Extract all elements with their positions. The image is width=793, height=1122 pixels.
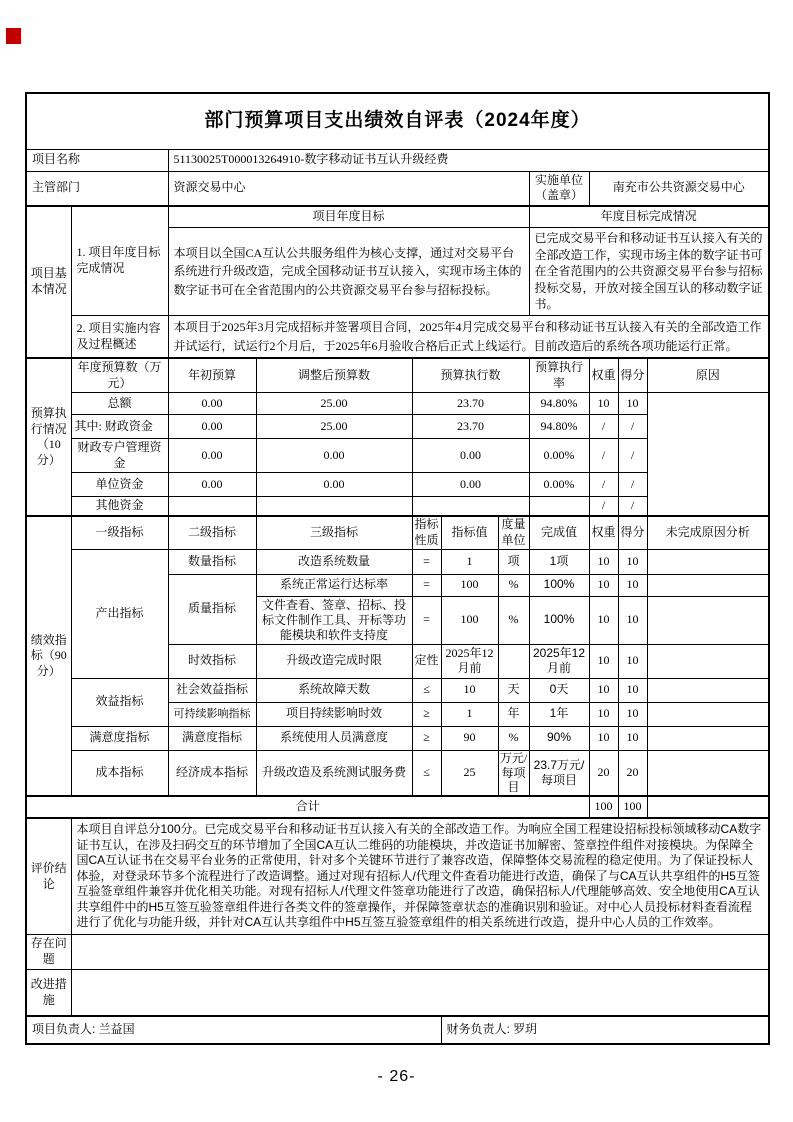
budget-cell: 0.00	[168, 473, 256, 497]
budget-cell: 0.00	[168, 415, 256, 439]
perf-l1-cost: 成本指标	[71, 750, 168, 796]
perf-nature: =	[412, 574, 441, 596]
budget-cell: 0.00	[256, 439, 412, 473]
perf-sidebar: 绩效指标（90分）	[26, 516, 71, 796]
page-number: - 26-	[377, 1068, 416, 1085]
perf-weight: 20	[589, 750, 618, 796]
budget-cell: 94.80%	[529, 393, 589, 415]
budget-cell	[529, 497, 589, 516]
budget-cell: /	[589, 439, 618, 473]
perf-l1-output: 产出指标	[71, 549, 168, 678]
perf-indicator-name: 项目持续影响时效	[256, 702, 412, 726]
perf-analysis	[647, 549, 769, 574]
perf-target: 90	[441, 726, 498, 750]
perf-nature: ≤	[412, 678, 441, 702]
perf-unit: 天	[498, 678, 529, 702]
budget-cell: 0.00	[412, 473, 529, 497]
perf-unit: %	[498, 596, 529, 644]
perf-header-analysis: 未完成原因分析	[647, 516, 769, 549]
perf-score: 10	[618, 678, 647, 702]
perf-indicator-name: 系统正常运行达标率	[256, 574, 412, 596]
perf-score: 20	[618, 750, 647, 796]
budget-header-initial: 年初预算	[168, 358, 256, 393]
perf-header-unit: 度量单位	[498, 516, 529, 549]
perf-target: 100	[441, 596, 498, 644]
perf-score: 10	[618, 549, 647, 574]
budget-cell: /	[589, 497, 618, 516]
perf-weight: 10	[589, 678, 618, 702]
budget-cell: 0.00%	[529, 473, 589, 497]
budget-cell	[412, 497, 529, 516]
budget-row-label: 其中: 财政资金	[71, 415, 168, 439]
perf-nature: ≥	[412, 726, 441, 750]
conclusion-text: 本项目自评总分100分。已完成交易平台和移动证书互认接入有关的全部改造工作。为响应全国工程建设招标投标领域移动CA数字证书互认，在涉及扫码交互的环节增加了全国CA互认二维码的功能模块，并改造证书加解密、签章控件组件对接模块。为保障全国CA互认证书在交易平台业务的正常使用，针对多个关键环节进行了兼容改造，保障整体交易流程的稳定使用。为了保证投标人体验，对登录环节多个流程进行了改造调整。通过对现有招标人/代理文件查看功能进行改造，确保了与CA互认共享组件的H5互签互验签章组件兼容并优化相关功能。对现有招标人/代理文件签章功能进行了改造，确保招标人/代理能够高效、安全地使用CA互认共享组件中的H5互签互验签章组件进行各类文件的签章操作，并保障签章状态的准确识别和验证。对中心人员投标材料查看流程进行了优化与功能升级，并针对CA互认共享组件中H5互签互验签章组件的相关系统进行改造，提升中心人员的工作效率。	[71, 818, 769, 934]
implementing-unit-label: 实施单位（盖章）	[529, 171, 589, 206]
annual-goal-header: 项目年度目标	[168, 206, 529, 228]
perf-indicator-name: 升级改造及系统测试服务费	[256, 750, 412, 796]
perf-weight: 10	[589, 574, 618, 596]
perf-actual: 90%	[529, 726, 589, 750]
perf-l2: 社会效益指标	[168, 678, 256, 702]
perf-header-nature: 指标性质	[412, 516, 441, 549]
perf-unit: %	[498, 726, 529, 750]
perf-indicator-name: 改造系统数量	[256, 549, 412, 574]
basic-info-sidebar: 项目基本情况	[26, 206, 71, 358]
budget-row-label: 总额	[71, 393, 168, 415]
budget-cell: 10	[589, 393, 618, 415]
conclusion-label: 评价结论	[26, 818, 71, 934]
perf-nature: ≤	[412, 750, 441, 796]
perf-header-l1: 一级指标	[71, 516, 168, 549]
budget-cell	[168, 497, 256, 516]
perf-l1-benefit: 效益指标	[71, 678, 168, 726]
implementation-text: 本项目于2025年3月完成招标并签署项目合同，2025年4月完成交易平台和移动证书互认接入有关的全部改造工作并试运行，试运行2个月后，于2025年6月验收合格后正式上线运行。目前改造后的系统各项功能运行正常。	[168, 315, 769, 358]
budget-cell: 23.70	[412, 415, 529, 439]
implementing-unit-value: 南充市公共资源交易中心	[589, 171, 769, 206]
budget-cell: 0.00	[168, 393, 256, 415]
perf-indicator-name: 系统使用人员满意度	[256, 726, 412, 750]
project-manager: 项目负责人: 兰益国	[26, 1016, 441, 1044]
budget-row-label: 其他资金	[71, 497, 168, 516]
budget-header-score: 得分	[618, 358, 647, 393]
budget-cell: 25.00	[256, 393, 412, 415]
goal-completion-text: 已完成交易平台和移动证书互认接入有关的全部改造工作，实现市场主体的数字证书可在全省范围内的公共资源交易平台参与招标投标交易，开放对接全国互认的移动数字证书。	[529, 228, 769, 316]
red-corner-marker	[6, 28, 21, 44]
perf-actual: 23.7万元/每项目	[529, 750, 589, 796]
budget-header-reason: 原因	[647, 358, 769, 393]
supervisor-dept-value: 资源交易中心	[168, 171, 529, 206]
perf-analysis	[647, 750, 769, 796]
perf-target: 100	[441, 574, 498, 596]
budget-cell: 0.00	[412, 439, 529, 473]
perf-analysis	[647, 596, 769, 644]
perf-weight: 10	[589, 702, 618, 726]
perf-nature: =	[412, 549, 441, 574]
perf-weight: 10	[589, 726, 618, 750]
perf-target: 1	[441, 702, 498, 726]
perf-nature: =	[412, 596, 441, 644]
budget-header-executed: 预算执行数	[412, 358, 529, 393]
budget-row-label: 单位资金	[71, 473, 168, 497]
budget-cell: 23.70	[412, 393, 529, 415]
total-score: 100	[618, 796, 647, 818]
budget-header-rate: 预算执行率	[529, 358, 589, 393]
perf-score: 10	[618, 574, 647, 596]
perf-analysis	[647, 678, 769, 702]
perf-analysis	[647, 574, 769, 596]
perf-target: 1	[441, 549, 498, 574]
project-name-label: 项目名称	[26, 149, 168, 171]
budget-header-weight: 权重	[589, 358, 618, 393]
goal-completion-header: 年度目标完成情况	[529, 206, 769, 228]
perf-weight: 10	[589, 644, 618, 678]
perf-score: 10	[618, 726, 647, 750]
perf-actual: 100%	[529, 596, 589, 644]
perf-header-target: 指标值	[441, 516, 498, 549]
perf-actual: 2025年12月前	[529, 644, 589, 678]
project-name-value: 51130025T000013264910-数字移动证书互认升级经费	[168, 149, 769, 171]
perf-l2: 数量指标	[168, 549, 256, 574]
budget-row-label: 财政专户管理资金	[71, 439, 168, 473]
budget-cell: 0.00	[168, 439, 256, 473]
improvements-text	[71, 969, 769, 1016]
annual-goal-text: 本项目以全国CA互认公共服务组件为核心支撑，通过对交易平台系统进行升级改造，完成全国移动证书互认接入，实现市场主体的数字证书可在全省范围内的公共资源交易平台参与招标投标。	[168, 228, 529, 316]
perf-actual: 1项	[529, 549, 589, 574]
perf-analysis	[647, 644, 769, 678]
budget-cell	[256, 497, 412, 516]
perf-score: 10	[618, 644, 647, 678]
perf-header-l2: 二级指标	[168, 516, 256, 549]
perf-target: 2025年12月前	[441, 644, 498, 678]
total-label: 合计	[26, 796, 589, 818]
budget-cell: /	[589, 473, 618, 497]
perf-unit: 万元/每项目	[498, 750, 529, 796]
table-title: 部门预算项目支出绩效自评表（2024年度）	[26, 93, 769, 149]
budget-cell: /	[618, 439, 647, 473]
perf-l2: 质量指标	[168, 574, 256, 644]
perf-l1-satisfaction: 满意度指标	[71, 726, 168, 750]
finance-manager: 财务负责人: 罗玥	[441, 1016, 769, 1044]
perf-header-weight: 权重	[589, 516, 618, 549]
perf-l2: 可持续影响指标	[168, 702, 256, 726]
budget-cell: /	[618, 497, 647, 516]
budget-cell: /	[589, 415, 618, 439]
budget-cell: /	[618, 473, 647, 497]
perf-unit: %	[498, 574, 529, 596]
budget-cell: 10	[618, 393, 647, 415]
perf-analysis	[647, 702, 769, 726]
perf-score: 10	[618, 702, 647, 726]
perf-header-actual: 完成值	[529, 516, 589, 549]
budget-cell: 0.00%	[529, 439, 589, 473]
perf-analysis	[647, 726, 769, 750]
perf-indicator-name: 升级改造完成时限	[256, 644, 412, 678]
perf-unit: 年	[498, 702, 529, 726]
total-weight: 100	[589, 796, 618, 818]
perf-target: 25	[441, 750, 498, 796]
perf-actual: 100%	[529, 574, 589, 596]
improvements-label: 改进措施	[26, 969, 71, 1016]
perf-nature: 定性	[412, 644, 441, 678]
self-evaluation-table	[25, 92, 770, 1045]
budget-cell: 94.80%	[529, 415, 589, 439]
basic-row2-label: 2. 项目实施内容及过程概述	[71, 315, 168, 358]
budget-sidebar: 预算执行情况（10分）	[26, 358, 71, 516]
basic-row1-label: 1. 项目年度目标完成情况	[71, 206, 168, 316]
perf-l2: 时效指标	[168, 644, 256, 678]
perf-unit: 项	[498, 549, 529, 574]
perf-header-l3: 三级指标	[256, 516, 412, 549]
budget-reason-cell	[647, 393, 769, 516]
perf-actual: 0天	[529, 678, 589, 702]
perf-actual: 1年	[529, 702, 589, 726]
budget-cell: 0.00	[256, 473, 412, 497]
budget-cell: 25.00	[256, 415, 412, 439]
perf-l2: 满意度指标	[168, 726, 256, 750]
perf-weight: 10	[589, 549, 618, 574]
problems-text	[71, 934, 769, 969]
budget-header-category: 年度预算数（万元）	[71, 358, 168, 393]
perf-indicator-name: 系统故障天数	[256, 678, 412, 702]
perf-indicator-name: 文件查看、签章、招标、投标文件制作工具、开标等功能模块和软件支持度	[256, 596, 412, 644]
perf-l2: 经济成本指标	[168, 750, 256, 796]
total-analysis	[647, 796, 769, 818]
perf-score: 10	[618, 596, 647, 644]
perf-unit	[498, 644, 529, 678]
perf-nature: ≥	[412, 702, 441, 726]
perf-header-score: 得分	[618, 516, 647, 549]
supervisor-dept-label: 主管部门	[26, 171, 168, 206]
problems-label: 存在问题	[26, 934, 71, 969]
budget-cell: /	[618, 415, 647, 439]
perf-weight: 10	[589, 596, 618, 644]
budget-header-adjusted: 调整后预算数	[256, 358, 412, 393]
perf-target: 10	[441, 678, 498, 702]
